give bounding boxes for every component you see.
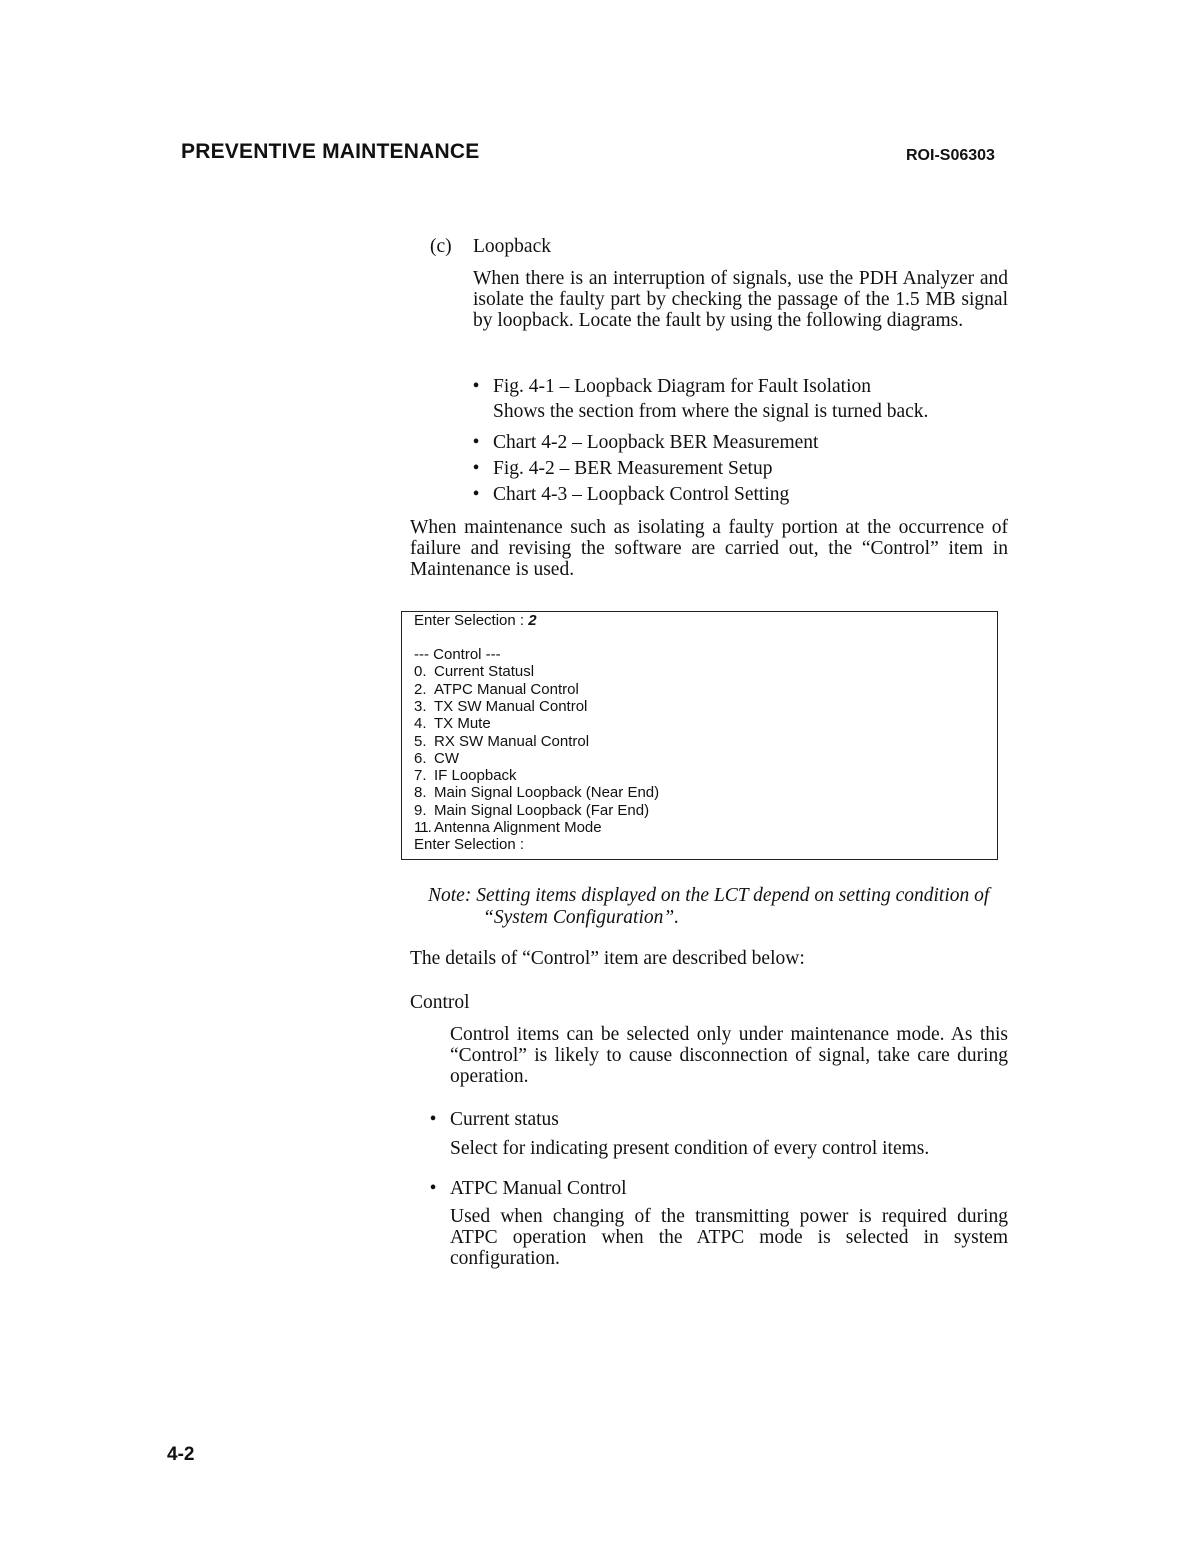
bullet-marker: • xyxy=(472,484,480,505)
section-paragraph: When there is an interruption of signals, use the PDH Analyzer and isolate the faulty part by checking the passage of the 1.5 MB signal by loopback. Locate the fault by using the following diagrams. xyxy=(473,268,1008,331)
menu-item: 7. IF Loopback xyxy=(414,767,517,784)
bullet-marker: • xyxy=(472,432,480,453)
control-heading: Control xyxy=(410,992,470,1013)
bullet-item-chart-4-3: Chart 4-3 – Loopback Control Setting xyxy=(493,484,790,505)
section-label: (c) xyxy=(430,236,452,257)
bullet-item-fig-4-2: Fig. 4-2 – BER Measurement Setup xyxy=(493,458,773,479)
menu-item: 11. Antenna Alignment Mode xyxy=(414,819,602,836)
note-line-1: Note: Setting items displayed on the LCT depend on setting condition of xyxy=(428,885,990,906)
document-id: ROI-S06303 xyxy=(906,147,995,164)
control-item-desc: Used when changing of the transmitting power is required during ATPC operation when the ATPC mode is selected in system configuration. xyxy=(450,1206,1008,1269)
page-number: 4-2 xyxy=(167,1444,195,1465)
control-item-title: ATPC Manual Control xyxy=(450,1178,627,1199)
menu-title: --- Control --- xyxy=(414,646,501,663)
page-header-title: PREVENTIVE MAINTENANCE xyxy=(181,140,480,163)
note xyxy=(428,885,1013,929)
lct-terminal-screen xyxy=(401,611,998,860)
bullet-item-chart-4-2: Chart 4-2 – Loopback BER Measurement xyxy=(493,432,819,453)
control-item-title: Current status xyxy=(450,1109,559,1130)
note-line-2: “System Configuration”. xyxy=(483,907,680,928)
maintenance-paragraph: When maintenance such as isolating a faulty portion at the occurrence of failure and revising the software are carried out, the “Control” item in Maintenance is used. xyxy=(410,517,1008,580)
details-intro: The details of “Control” item are described below: xyxy=(410,948,805,969)
menu-item: 9. Main Signal Loopback (Far End) xyxy=(414,802,650,819)
menu-item: 6. CW xyxy=(414,750,459,767)
menu-item: 0. Current Statusl xyxy=(414,663,535,680)
bullet-subtext: Shows the section from where the signal is turned back. xyxy=(493,401,929,422)
menu-item: 3. TX SW Manual Control xyxy=(414,698,588,715)
menu-item: 4. TX Mute xyxy=(414,715,491,732)
terminal-final-prompt: Enter Selection : xyxy=(414,836,525,853)
bullet-marker: • xyxy=(429,1109,437,1130)
bullet-marker: • xyxy=(472,458,480,479)
control-paragraph: Control items can be selected only under maintenance mode. As this “Control” is likely to cause disconnection of signal, take care during operation. xyxy=(450,1024,1008,1087)
bullet-item-fig-4-1: Fig. 4-1 – Loopback Diagram for Fault Isolation xyxy=(493,376,872,397)
menu-item: 2. ATPC Manual Control xyxy=(414,681,579,698)
menu-item: 8. Main Signal Loopback (Near End) xyxy=(414,784,660,801)
prompt-label: Enter Selection : xyxy=(414,612,529,629)
menu-item: 5. RX SW Manual Control xyxy=(414,733,590,750)
prompt-value: 2 xyxy=(528,612,537,629)
bullet-marker: • xyxy=(429,1178,437,1199)
bullet-marker: • xyxy=(472,376,480,397)
control-item-desc: Select for indicating present condition of every control items. xyxy=(450,1138,930,1159)
section-title: Loopback xyxy=(473,236,551,257)
terminal-prompt xyxy=(414,612,537,629)
